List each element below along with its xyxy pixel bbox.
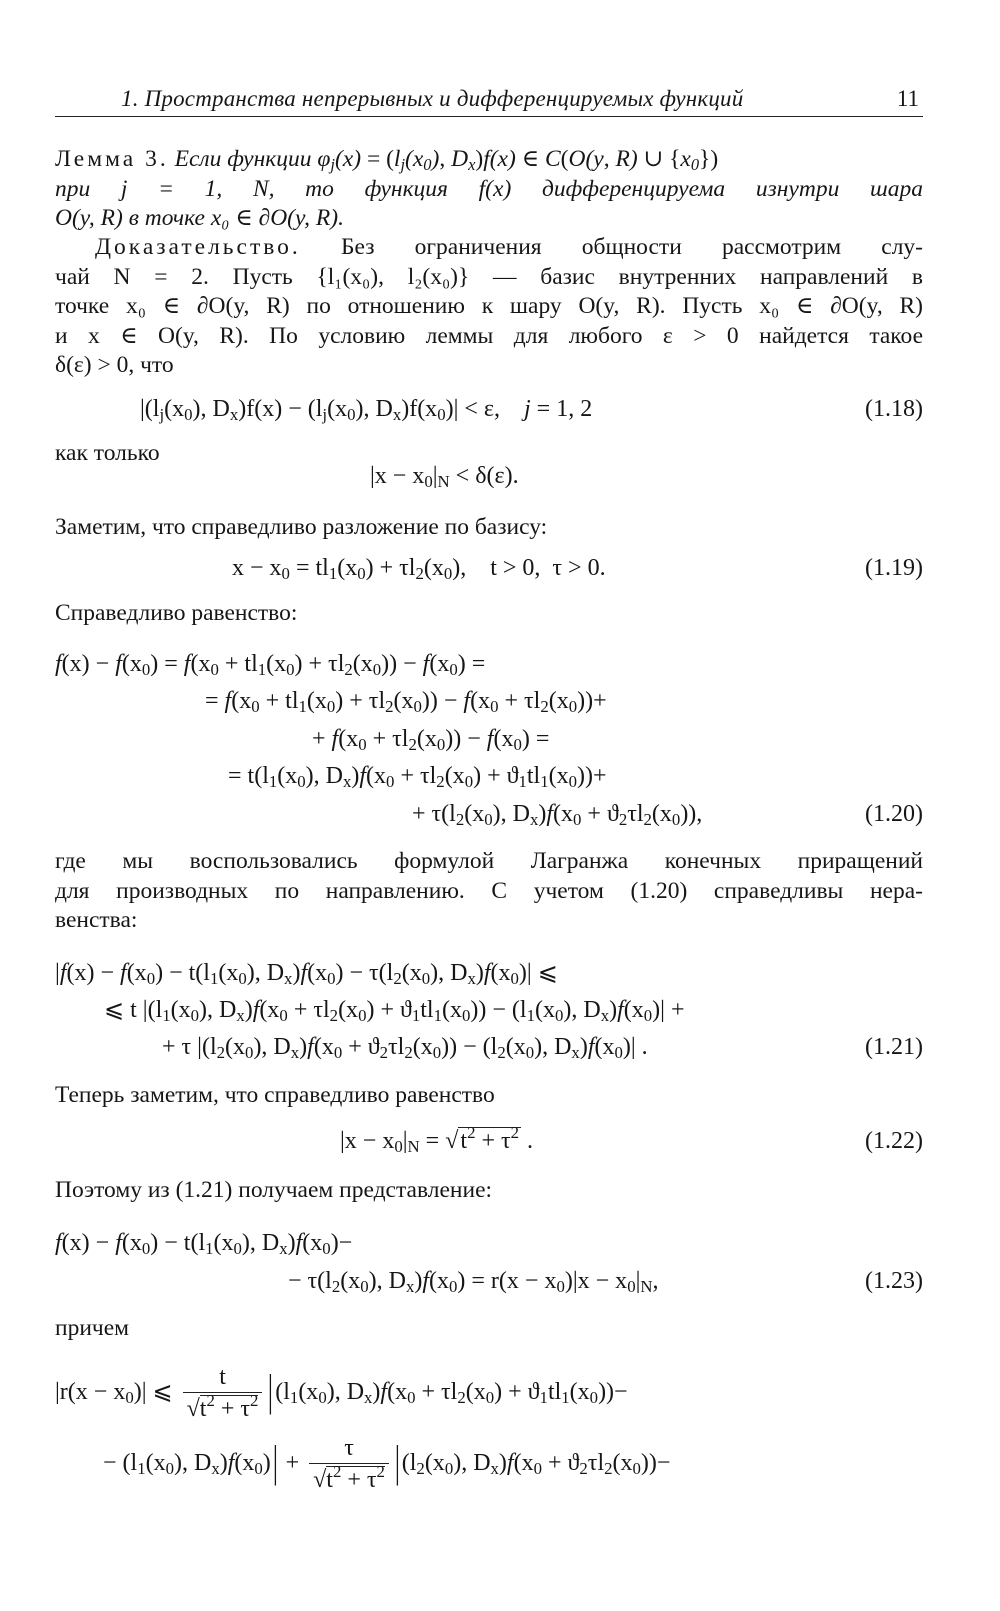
- proof-line-2: чай N = 2. Пусть {l₁(x₀), l₂(x₀)} — базис внутренних направлений в: [55, 264, 923, 290]
- proof-line-3: точке x₀ ∈ ∂O(y, R) по отношению к шару O(y, R). Пусть x₀ ∈ ∂O(y, R): [55, 293, 923, 319]
- lemma-line-3: O(y, R) в точке x₀ ∈ ∂O(y, R).: [55, 205, 344, 231]
- equation-1-20-line-5: + $\tau(l_2(x_0)$, $D_x)f(x_0 + ϑ_2\tau l_2(x_0))$,: [412, 801, 703, 830]
- proof-label: Доказательство.: [95, 234, 301, 260]
- text-lagrange-2: для производных по направлению. С учетом (1.20) справедливы нера-: [55, 878, 923, 904]
- text-lagrange-1: где мы воспользовались формулой Лагранжа конечных приращений: [55, 848, 923, 874]
- equation-1-23-line-2: − $\tau(l_2(x_0)$, $D_x)f(x_0) = r(x - x_0)|x - x_0|_N$,: [288, 1268, 659, 1297]
- equation-number: (1.20): [865, 801, 923, 827]
- equation-number: (1.19): [865, 555, 923, 581]
- equation-1-20-line-2: = $f(x_0 + tl_1(x_0) + \tau l_2(x_0)) - f(x_0 + \tau l_2(x_0))+$: [205, 688, 607, 717]
- text-prichem: причем: [55, 1315, 130, 1341]
- text-teper: Теперь заметим, что справедливо равенство: [55, 1082, 495, 1108]
- equation-1-19: $x - x_0 = tl_1(x_0) + \tau l_2(x_0)$, t > 0, τ > 0.: [232, 555, 606, 584]
- equation-1-21-line-1: $|f(x) - f(x_0) - t(l_1(x_0)$, $D_x)f(x_0) - \tau(l_2(x_0)$, $D_x)f(x_0)|$ ⩽: [55, 960, 558, 989]
- equation-number: (1.21): [865, 1034, 923, 1060]
- equation-1-20-line-3: + $f(x_0 + \tau l_2(x_0)) - f(x_0)$ =: [312, 726, 550, 755]
- equation-1-20-line-1: $f(x) - f(x_0) = f(x_0 + tl_1(x_0) + \tau l_2(x_0)) - f(x_0)$ =: [55, 651, 486, 680]
- chapter-title: 1. Пространства непрерывных и дифференцируемых функций: [121, 86, 744, 111]
- fraction-t: $\frac{t}{√t^2 + \tau^2}$: [183, 1362, 263, 1425]
- estimate-line-2: − ($l_1(x_0)$, $D_x)f(x_0)|$ + $\frac{\tau}{√t^2 + \tau^2}$ $|(l_2(x_0)$, $D_x)f(x_0 + ϑ_2\tau l_2(x_0))-$: [103, 1433, 670, 1496]
- lemma-line-1: [55, 143, 923, 175]
- equation-number: (1.23): [865, 1268, 923, 1294]
- equation-1-23-line-1: $f(x) - f(x_0) - t(l_1(x_0)$, $D_x)f(x_0)-$: [55, 1230, 353, 1259]
- equation-delta: $|x - x_0|_N < \delta(\varepsilon)$.: [370, 463, 519, 492]
- lemma-line-2: при j = 1, N, то функция f(x) дифференцируема изнутри шара: [55, 176, 923, 202]
- text-spravedlivo: Справедливо равенство:: [55, 600, 298, 626]
- equation-number: (1.18): [865, 396, 923, 422]
- lemma-statement-start: Если функции $\varphi_j(x) = (l_j(x_0)$, $D_x)f(x)$ ∈ C(O(y, R) ∪ $\{x_0\}$): [174, 146, 719, 175]
- equation-number: (1.22): [865, 1128, 923, 1154]
- text-kak-tolko: как только: [55, 440, 160, 466]
- proof-line-5: δ(ε) > 0, что: [55, 352, 174, 378]
- fraction-tau: $\frac{\tau}{√t^2 + \tau^2}$: [309, 1433, 389, 1496]
- proof-line-4: и x ∈ O(y, R). По условию леммы для любого ε > 0 найдется такое: [55, 323, 923, 349]
- text-poetomu: Поэтому из (1.21) получаем представление:: [55, 1177, 493, 1203]
- estimate-line-1: $|r(x - x_0)|$ ⩽ $\frac{t}{√t^2 + \tau^2}$ $|(l_1(x_0)$, $D_x)f(x_0 + \tau l_2(x_0) + ϑ_1tl_1(x_0))-$: [55, 1362, 628, 1425]
- page-number: 11: [896, 86, 919, 111]
- equation-1-21-line-2: ⩽ t $|(l_1(x_0)$, $D_x)f(x_0 + \tau l_2(x_0) + ϑ_1tl_1(x_0)) - (l_1(x_0)$, $D_x)f(x_0)|$ +: [104, 997, 685, 1026]
- proof-line-1-rest: Без ограничения общности рассмотрим слу-: [340, 234, 923, 260]
- equation-1-22: $|x - x_0|_N = √t^2 + \tau^2$ .: [340, 1122, 534, 1157]
- lemma-label: Лемма 3.: [55, 146, 169, 172]
- running-header: [55, 82, 923, 117]
- equation-1-18: $|(l_j(x_0)$, $D_x)f(x) - (l_j(x_0)$, $D_x)f(x_0)| < \varepsilon$, j = 1, 2: [140, 396, 593, 425]
- text-zametim: Заметим, что справедливо разложение по базису:: [55, 514, 548, 540]
- equation-1-21-line-3: + τ $|(l_2(x_0)$, $D_x)f(x_0 + ϑ_2\tau l_2(x_0)) - (l_2(x_0)$, $D_x)f(x_0)|$ .: [162, 1034, 648, 1063]
- text-lagrange-3: венства:: [55, 907, 138, 933]
- equation-1-20-line-4: = $t(l_1(x_0)$, $D_x)f(x_0 + \tau l_2(x_0) + ϑ_1tl_1(x_0))+$: [228, 763, 607, 792]
- proof-line-1: [55, 231, 923, 263]
